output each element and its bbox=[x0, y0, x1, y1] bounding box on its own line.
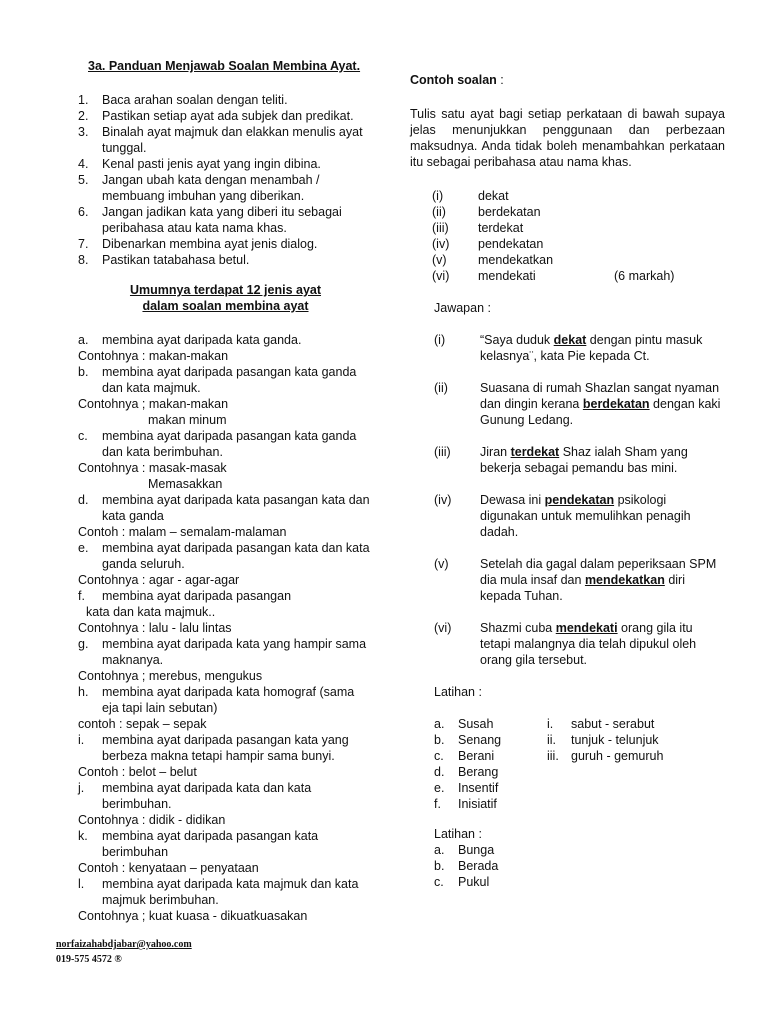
word-item: (v) mendekatkan bbox=[432, 253, 554, 267]
type-item: k. membina ayat daripada pasangan kata berimbuhan bbox=[78, 829, 319, 859]
answer-keyword: pendekatan bbox=[544, 493, 615, 507]
word-list bbox=[410, 188, 725, 284]
author-footer bbox=[56, 937, 192, 967]
type-item: e. membina ayat daripada pasangan kata dan kata ganda seluruh. bbox=[78, 541, 370, 571]
latihan-item: a. Susah bbox=[434, 717, 494, 731]
word-item: (iii) terdekat bbox=[432, 221, 524, 235]
marks-label: (6 markah) bbox=[614, 269, 675, 283]
right-column bbox=[410, 72, 725, 890]
type-example: Contohnya ; merebus, mengukus bbox=[78, 669, 263, 683]
type-example: Contohnya : agar - agar-agar bbox=[78, 573, 240, 587]
type-example: Contoh : belot – belut bbox=[78, 765, 197, 779]
author-phone: 019-575 4572 ® bbox=[56, 954, 122, 965]
type-item: d. membina ayat daripada kata pasangan kata dan kata ganda bbox=[78, 493, 370, 523]
answer-item: (ii) Suasana di rumah Shazlan sangat nyaman dan dingin kerana berdekatan dengan kaki Gunung Ledang. bbox=[434, 381, 721, 427]
type-item: i. membina ayat daripada pasangan kata yang berbeza makna tetapi hampir sama bunyi. bbox=[78, 733, 349, 763]
type-item: j. membina ayat daripada kata dan kata berimbuhan. bbox=[78, 781, 312, 811]
types-subheading: Umumnya terdapat 12 jenis ayat dalam soalan membina ayat bbox=[129, 283, 322, 313]
section-title: 3a. Panduan Menjawab Soalan Membina Ayat. bbox=[88, 59, 361, 73]
latihan-item: b. Berada bbox=[434, 859, 499, 873]
latihan-item: f. Inisiatif bbox=[434, 797, 497, 811]
word-item: (ii) berdekatan bbox=[432, 205, 541, 219]
latihan-exercise-1 bbox=[410, 716, 725, 812]
guide-item: 7. Dibenarkan membina ayat jenis dialog. bbox=[78, 237, 318, 251]
latihan-item: a. Bunga bbox=[434, 843, 495, 857]
type-item: a. membina ayat daripada kata ganda. bbox=[78, 333, 302, 347]
guide-item: 1. Baca arahan soalan dengan teliti. bbox=[78, 93, 288, 107]
type-item: g. membina ayat daripada kata yang hampir sama maknanya. bbox=[78, 637, 367, 667]
type-example: Contohnya : masak-masak bbox=[78, 461, 227, 475]
latihan-item: b. Senang bbox=[434, 733, 502, 747]
latihan-item: c. Berani bbox=[434, 749, 495, 763]
example-question-heading: Contoh soalan : bbox=[410, 73, 504, 87]
latihan-item: i. sabut - serabut bbox=[547, 717, 655, 731]
answer-keyword: terdekat bbox=[510, 445, 560, 459]
answer-item: (vi) Shazmi cuba mendekati orang gila itu tetapi malangnya dia telah dipukul oleh orang gila tersebut. bbox=[434, 621, 697, 667]
answer-item: (iv) Dewasa ini pendekatan psikologi digunakan untuk memulihkan penagih dadah. bbox=[434, 493, 691, 539]
answer-keyword: mendekatkan bbox=[584, 573, 665, 587]
left-column bbox=[78, 58, 373, 924]
type-item: l. membina ayat daripada kata majmuk dan kata majmuk berimbuhan. bbox=[78, 877, 359, 907]
word-item: (iv) pendekatan bbox=[432, 237, 544, 251]
latihan-column-roman bbox=[547, 716, 717, 764]
author-email: norfaizahabdjabar@yahoo.com bbox=[56, 939, 192, 950]
type-example: Contohnya ; makan-makan bbox=[78, 397, 229, 411]
type-example-second: Memasakkan bbox=[148, 477, 223, 491]
type-item-continuation: kata dan kata majmuk.. bbox=[86, 605, 216, 619]
latihan-item: d. Berang bbox=[434, 765, 499, 779]
guide-item: 4. Kenal pasti jenis ayat yang ingin dibina. bbox=[78, 157, 321, 171]
answer-item: (iii) Jiran terdekat Shaz ialah Sham yang bekerja sebagai pemandu bas mini. bbox=[434, 445, 688, 475]
guide-item: 6. Jangan jadikan kata yang diberi itu sebagai peribahasa atau kata nama khas. bbox=[78, 205, 342, 235]
word-item: (i) dekat bbox=[432, 189, 509, 203]
latihan-item: e. Insentif bbox=[434, 781, 499, 795]
type-item: h. membina ayat daripada kata homograf (sama eja tapi lain sebutan) bbox=[78, 685, 355, 715]
latihan-exercise-2 bbox=[410, 842, 725, 890]
type-example: Contohnya : lalu - lalu lintas bbox=[78, 621, 232, 635]
type-example: Contoh : kenyataan – penyataan bbox=[78, 861, 259, 875]
type-example: Contohnya : didik - didikan bbox=[78, 813, 226, 827]
latihan-label: Latihan : bbox=[434, 685, 482, 699]
guide-item: 3. Binalah ayat majmuk dan elakkan menulis ayat tunggal. bbox=[78, 125, 363, 155]
type-item: b. membina ayat daripada pasangan kata ganda dan kata majmuk. bbox=[78, 365, 357, 395]
answer-keyword: dekat bbox=[553, 333, 587, 347]
sentence-types-list bbox=[78, 332, 373, 924]
answer-keyword: mendekati bbox=[555, 621, 618, 635]
answer-item: (v) Setelah dia gagal dalam peperiksaan SPM dia mula insaf dan mendekatkan diri kepada Tuhan. bbox=[434, 557, 717, 603]
latihan-column-letters bbox=[434, 716, 544, 812]
type-example: Contohnya ; kuat kuasa - dikuatkuasakan bbox=[78, 909, 308, 923]
guide-item: 5. Jangan ubah kata dengan menambah / membuang imbuhan yang diberikan. bbox=[78, 173, 320, 203]
type-item: f. membina ayat daripada pasangan bbox=[78, 589, 292, 603]
word-item: (vi) mendekati (6 markah) bbox=[432, 269, 675, 283]
type-example: contoh : sepak – sepak bbox=[78, 717, 207, 731]
answer-keyword: berdekatan bbox=[582, 397, 650, 411]
guide-item: 8. Pastikan tatabahasa betul. bbox=[78, 253, 250, 267]
type-example: Contoh : malam – semalam-malaman bbox=[78, 525, 287, 539]
answer-item: (i) “Saya duduk dekat dengan pintu masuk kelasnya¨, kata Pie kepada Ct. bbox=[434, 333, 703, 363]
latihan-item: ii. tunjuk - telunjuk bbox=[547, 733, 659, 747]
type-item: c. membina ayat daripada pasangan kata ganda dan kata berimbuhan. bbox=[78, 429, 357, 459]
guide-list bbox=[78, 92, 373, 268]
latihan-label: Latihan : bbox=[434, 827, 482, 841]
latihan-item: iii. guruh - gemuruh bbox=[547, 749, 664, 763]
latihan-item: c. Pukul bbox=[434, 875, 490, 889]
jawapan-label: Jawapan : bbox=[434, 301, 491, 315]
type-example-second: makan minum bbox=[148, 413, 227, 427]
guide-item: 2. Pastikan setiap ayat ada subjek dan predikat. bbox=[78, 109, 354, 123]
question-text: Tulis satu ayat bagi setiap perkataan di bawah supaya jelas menunjukkan penggunaan dan perbezaan maksudnya. Anda tidak boleh menambahkan perkataan itu sebagai peribahasa atau nama khas. bbox=[410, 107, 725, 169]
type-example: Contohnya : makan-makan bbox=[78, 349, 229, 363]
